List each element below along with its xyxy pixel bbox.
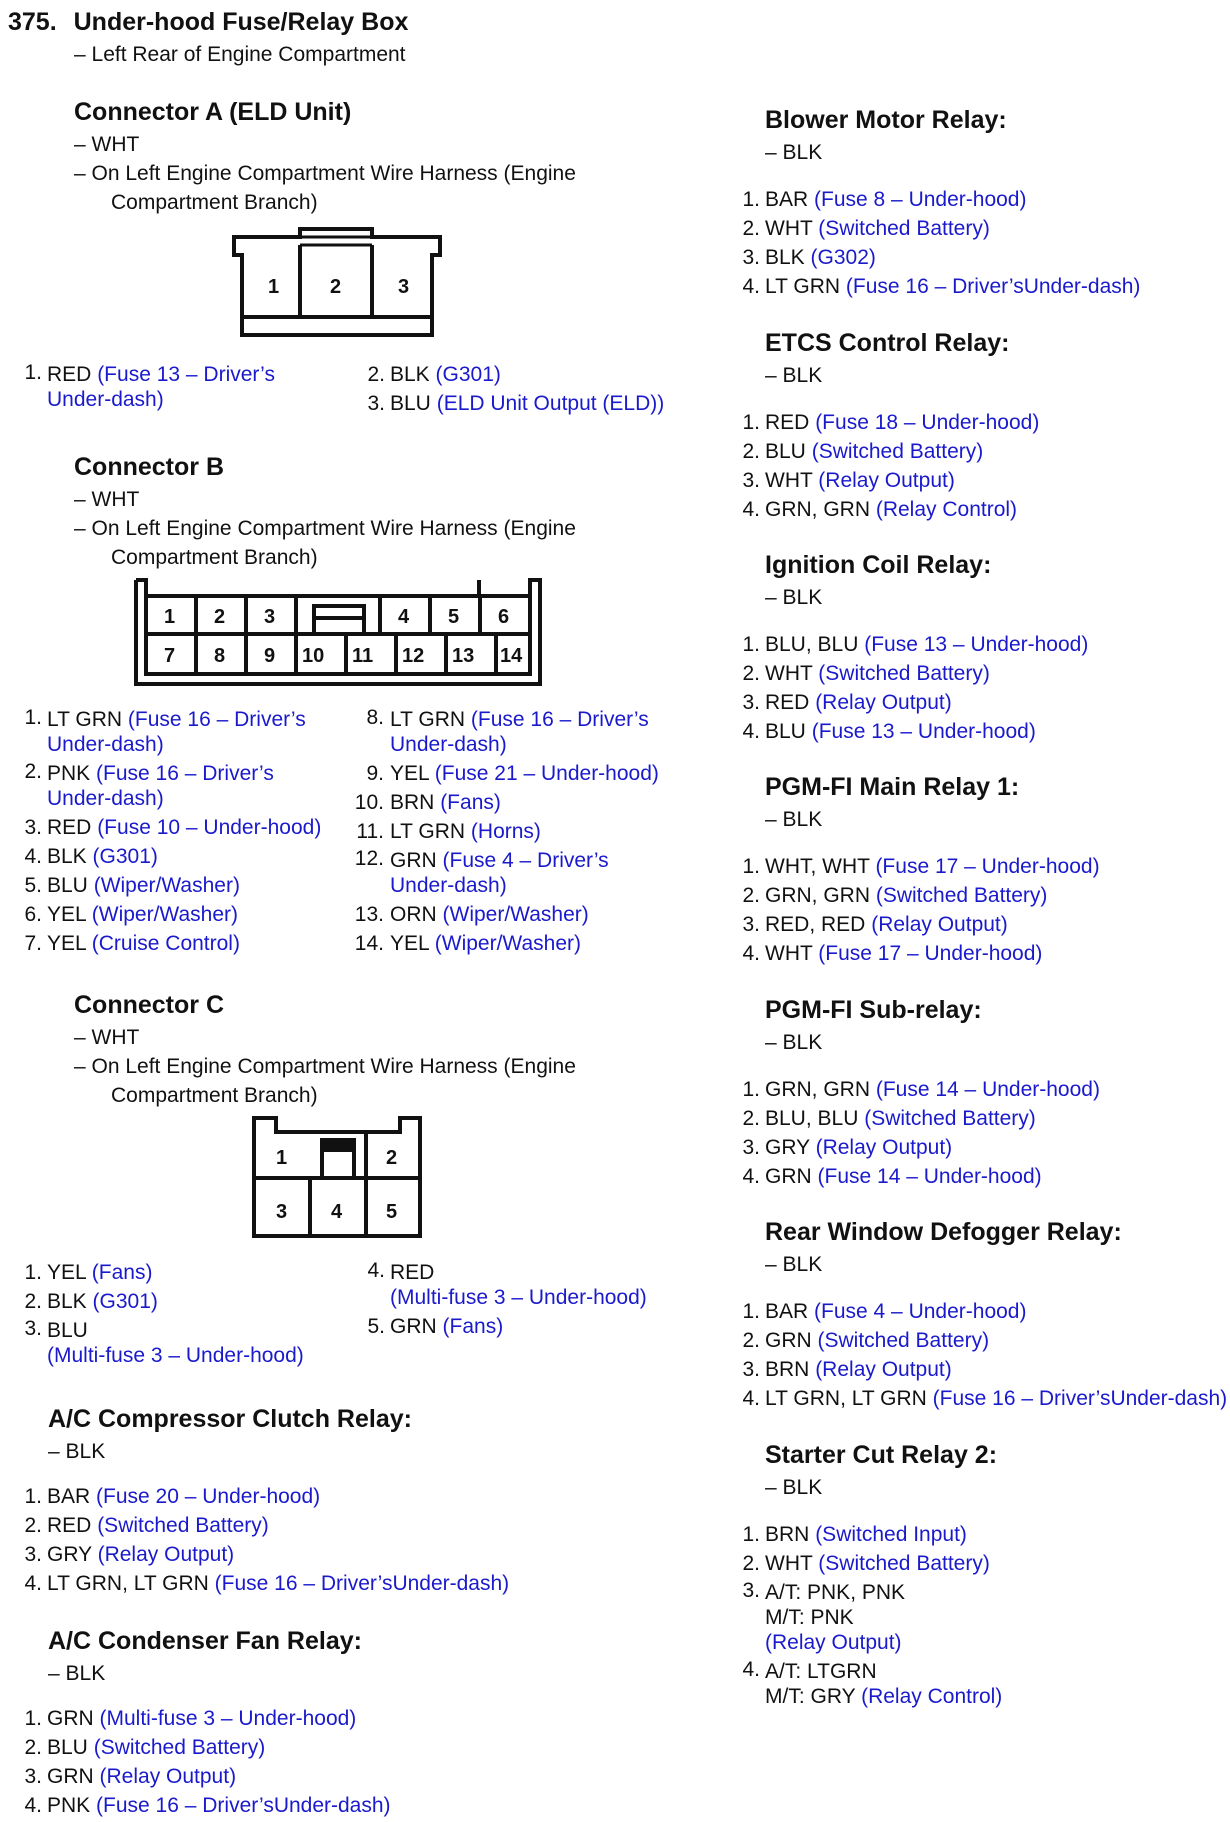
- list-item: 2. RED (Switched Battery): [24, 1514, 269, 1537]
- connector-c-pin-2: 2: [386, 1147, 398, 1169]
- list-item: 5. BLU (Wiper/Washer): [24, 874, 240, 897]
- connector-b-pin-3: 3: [264, 606, 276, 628]
- list-item: 1. GRN (Multi-fuse 3 – Under-hood): [24, 1707, 357, 1730]
- connector-b-pin-13: 13: [452, 645, 475, 667]
- ac-condenser-color: – BLK: [48, 1662, 106, 1685]
- pgm-sub-pins: [738, 1075, 1228, 1191]
- connector-c-pins-right: [363, 1258, 703, 1341]
- connector-b-pin-8: 8: [214, 645, 226, 667]
- connector-a-color: – WHT: [74, 133, 140, 156]
- starter-cut-color: – BLK: [765, 1476, 823, 1499]
- list-item: 1. BLU, BLU (Fuse 13 – Under-hood): [742, 633, 1089, 656]
- ac-condenser-pins: [20, 1704, 580, 1820]
- list-item: 4. A/T: LTGRN M/T: GRY (Relay Control): [742, 1658, 1003, 1708]
- ac-compressor-title: A/C Compressor Clutch Relay:: [48, 1405, 412, 1433]
- list-item: 1. WHT, WHT (Fuse 17 – Under-hood): [742, 855, 1100, 878]
- connector-b-pins-left: [20, 705, 350, 958]
- list-item: 1. GRN, GRN (Fuse 14 – Under-hood): [742, 1078, 1100, 1101]
- etcs-color: – BLK: [765, 364, 823, 387]
- list-item: 1. BAR (Fuse 4 – Under-hood): [742, 1300, 1027, 1323]
- blower-color: – BLK: [765, 141, 823, 164]
- connector-b-diagram: [133, 576, 545, 688]
- list-item: 2. BLU (Switched Battery): [742, 440, 984, 463]
- list-item: 2. BLU, BLU (Switched Battery): [742, 1107, 1036, 1130]
- connector-c-pins-left: [20, 1258, 340, 1370]
- list-item: 13. ORN (Wiper/Washer): [354, 903, 589, 926]
- list-item: 9. YEL (Fuse 21 – Under-hood): [366, 762, 659, 785]
- connector-b-location-2: Compartment Branch): [111, 546, 318, 569]
- list-item: 3. RED (Fuse 10 – Under-hood): [24, 816, 322, 839]
- list-item: 4. GRN, GRN (Relay Control): [742, 498, 1018, 521]
- blower-title: Blower Motor Relay:: [765, 106, 1007, 134]
- connector-a-pin-1: 1: [268, 276, 280, 298]
- page-number: 375.: [8, 8, 57, 36]
- list-item: 2. BLK (G301): [367, 363, 501, 386]
- connector-b-pins-right: [352, 705, 712, 958]
- connector-c-pin-1: 1: [276, 1147, 288, 1169]
- connector-a-pins-left: [20, 360, 320, 414]
- connector-c-pin-3: 3: [276, 1201, 288, 1223]
- list-item: 2. GRN (Switched Battery): [742, 1329, 990, 1352]
- list-item: 10. BRN (Fans): [354, 791, 501, 814]
- connector-b-pin-12: 12: [402, 645, 425, 667]
- pgm-main-title: PGM-FI Main Relay 1:: [765, 773, 1020, 801]
- list-item: 3. RED (Relay Output): [742, 691, 952, 714]
- connector-a-location-2: Compartment Branch): [111, 191, 318, 214]
- connector-c-lock-fill: [324, 1142, 352, 1152]
- connector-b-pin-7: 7: [164, 645, 176, 667]
- list-item: 2. WHT (Switched Battery): [742, 1552, 990, 1575]
- list-item: 4. WHT (Fuse 17 – Under-hood): [742, 942, 1043, 965]
- page-title: Under-hood Fuse/Relay Box: [73, 8, 409, 36]
- connector-c-location-2: Compartment Branch): [111, 1084, 318, 1107]
- pgm-sub-color: – BLK: [765, 1031, 823, 1054]
- list-item: 3. GRY (Relay Output): [742, 1136, 953, 1159]
- list-item: 3. WHT (Relay Output): [742, 469, 955, 492]
- pgm-main-color: – BLK: [765, 808, 823, 831]
- connector-a-diagram: [228, 225, 448, 340]
- connector-b-pin-9: 9: [264, 645, 276, 667]
- list-item: 3. GRY (Relay Output): [24, 1543, 235, 1566]
- list-item: 2. PNK (Fuse 16 – Driver’s Under-dash): [24, 760, 274, 810]
- ac-condenser-title: A/C Condenser Fan Relay:: [48, 1627, 362, 1655]
- connector-c-location: – On Left Engine Compartment Wire Harness (Engine: [74, 1055, 576, 1078]
- ignition-color: – BLK: [765, 586, 823, 609]
- list-item: 3. GRN (Relay Output): [24, 1765, 237, 1788]
- list-item: 1. BRN (Switched Input): [742, 1523, 967, 1546]
- list-item: 4. BLK (G301): [24, 845, 158, 868]
- connector-a-pin-3: 3: [398, 276, 410, 298]
- list-item: 1. RED (Fuse 18 – Under-hood): [742, 411, 1040, 434]
- page-subtitle: – Left Rear of Engine Compartment: [74, 43, 406, 66]
- connector-a-location: – On Left Engine Compartment Wire Harness (Engine: [74, 162, 576, 185]
- list-item: 8. LT GRN (Fuse 16 – Driver’s Under-dash): [366, 706, 649, 756]
- list-item: 2. WHT (Switched Battery): [742, 217, 990, 240]
- list-item: 4. LT GRN, LT GRN (Fuse 16 – Driver’sUnder-dash): [742, 1387, 1228, 1410]
- rear-defogger-pins: [738, 1297, 1230, 1413]
- ignition-title: Ignition Coil Relay:: [765, 551, 992, 579]
- connector-b-pin-1: 1: [164, 606, 176, 628]
- connector-b-pin-2: 2: [214, 606, 226, 628]
- list-item: 3. BLU (ELD Unit Output (ELD)): [367, 392, 665, 415]
- connector-b-location: – On Left Engine Compartment Wire Harness (Engine: [74, 517, 576, 540]
- list-item: 3. BRN (Relay Output): [742, 1358, 952, 1381]
- connector-c-diagram: [250, 1114, 426, 1240]
- list-item: 2. BLK (G301): [24, 1290, 158, 1313]
- list-item: 2. BLU (Switched Battery): [24, 1736, 266, 1759]
- list-item: 2. WHT (Switched Battery): [742, 662, 990, 685]
- list-item: 14. YEL (Wiper/Washer): [354, 932, 581, 955]
- connector-a-title: Connector A (ELD Unit): [74, 98, 352, 126]
- starter-cut-title: Starter Cut Relay 2:: [765, 1441, 998, 1469]
- list-item: 4. LT GRN, LT GRN (Fuse 16 – Driver’sUnder-dash): [24, 1572, 510, 1595]
- list-item: 1. YEL (Fans): [24, 1261, 153, 1284]
- connector-c-pin-5: 5: [386, 1201, 398, 1223]
- page-header: [8, 7, 408, 37]
- etcs-pins: [738, 408, 1228, 524]
- connector-b-pin-10: 10: [302, 645, 325, 667]
- list-item: 7. YEL (Cruise Control): [24, 932, 240, 955]
- list-item: 3. RED, RED (Relay Output): [742, 913, 1008, 936]
- list-item: 5. GRN (Fans): [367, 1315, 504, 1338]
- rear-defogger-color: – BLK: [765, 1253, 823, 1276]
- ignition-pins: [738, 630, 1228, 746]
- connector-b-pin-14: 14: [500, 645, 523, 667]
- connector-a-pin-2: 2: [330, 276, 342, 298]
- list-item: 4. PNK (Fuse 16 – Driver’sUnder-dash): [24, 1794, 391, 1817]
- list-item: 1. RED (Fuse 13 – Driver’s Under-dash): [24, 361, 275, 411]
- list-item: 2. GRN, GRN (Switched Battery): [742, 884, 1048, 907]
- connector-b-pin-5: 5: [448, 606, 460, 628]
- list-item: 6. YEL (Wiper/Washer): [24, 903, 238, 926]
- list-item: 3. A/T: PNK, PNK M/T: PNK (Relay Output): [742, 1579, 906, 1654]
- list-item: 1. BAR (Fuse 8 – Under-hood): [742, 188, 1027, 211]
- list-item: 12. GRN (Fuse 4 – Driver’s Under-dash): [354, 847, 609, 897]
- pgm-sub-title: PGM-FI Sub-relay:: [765, 996, 982, 1024]
- list-item: 3. BLU (Multi-fuse 3 – Under-hood): [24, 1317, 304, 1367]
- connector-c-title: Connector C: [74, 991, 224, 1019]
- list-item: 4. LT GRN (Fuse 16 – Driver’sUnder-dash): [742, 275, 1141, 298]
- list-item: 1. LT GRN (Fuse 16 – Driver’s Under-dash): [24, 706, 306, 756]
- blower-pins: [738, 185, 1228, 301]
- rear-defogger-title: Rear Window Defogger Relay:: [765, 1218, 1122, 1246]
- list-item: 3. BLK (G302): [742, 246, 876, 269]
- connector-b-pin-4: 4: [398, 606, 410, 628]
- list-item: 11. LT GRN (Horns): [356, 820, 541, 843]
- list-item: 4. RED (Multi-fuse 3 – Under-hood): [367, 1259, 647, 1309]
- connector-b-pin-6: 6: [498, 606, 510, 628]
- connector-b-title: Connector B: [74, 453, 224, 481]
- connector-b-pin-11: 11: [352, 645, 374, 667]
- starter-cut-pins: [738, 1520, 1228, 1711]
- etcs-title: ETCS Control Relay:: [765, 329, 1010, 357]
- pgm-main-pins: [738, 852, 1228, 968]
- connector-c-pin-4: 4: [331, 1201, 343, 1223]
- ac-compressor-color: – BLK: [48, 1440, 106, 1463]
- connector-c-color: – WHT: [74, 1026, 140, 1049]
- list-item: 4. GRN (Fuse 14 – Under-hood): [742, 1165, 1042, 1188]
- list-item: 1. BAR (Fuse 20 – Under-hood): [24, 1485, 321, 1508]
- connector-a-pins-right: [363, 360, 693, 418]
- connector-b-color: – WHT: [74, 488, 140, 511]
- list-item: 4. BLU (Fuse 13 – Under-hood): [742, 720, 1036, 743]
- ac-compressor-pins: [20, 1482, 580, 1598]
